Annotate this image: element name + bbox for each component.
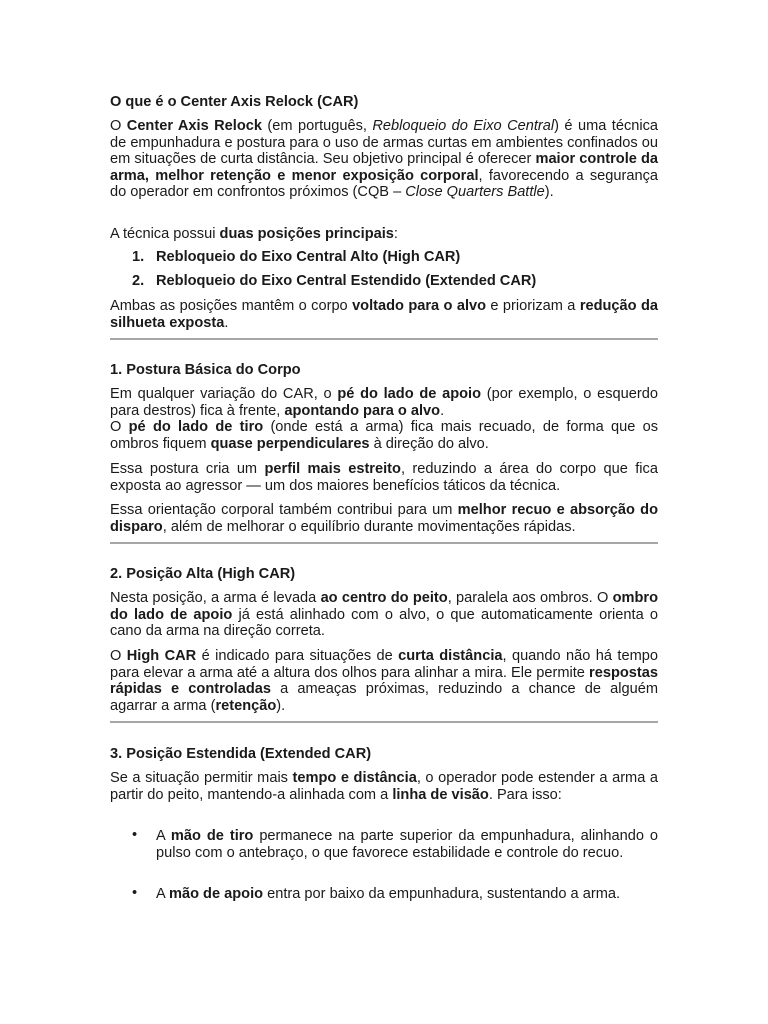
section2-paragraph-2: O High CAR é indicado para situações de curta distância, quando não há tempo para elevar a arma até a altura dos olhos para alinhar a mira. Ele permite respostas rápidas e controladas a ameaças próximas, reduzindo a chance de alguém agarrar a arma (retenção). <box>110 648 658 714</box>
list-item: 1. Rebloqueio do Eixo Central Alto (High CAR) <box>132 249 461 265</box>
intro-positions-paragraph: A técnica possui duas posições principais: <box>110 226 398 242</box>
section1-paragraph-1: Em qualquer variação do CAR, o pé do lado de apoio (por exemplo, o esquerdo para destros) fica à frente, apontando para o alvo. O pé do lado de tiro (onde está a arma) fica mais recuado, de forma que os ombros fiquem quase perpendiculares à direção do alvo. <box>110 386 659 452</box>
bullet-icon: • <box>132 885 138 901</box>
section1-paragraph-3: Essa orientação corporal também contribui para um melhor recuo e absorção do disparo, além de melhorar o equilíbrio durante movimentações rápidas. <box>110 502 659 535</box>
section-divider <box>110 542 658 544</box>
section-divider <box>110 338 658 340</box>
bullet-icon: • <box>132 827 138 843</box>
intro-summary-paragraph: Ambas as posições mantêm o corpo voltado para o alvo e priorizam a redução da silhueta exposta. <box>110 298 658 331</box>
section3-paragraph-1: Se a situação permitir mais tempo e distância, o operador pode estender a arma a partir do peito, mantendo-a alinhada com a linha de visão. Para isso: <box>110 770 658 803</box>
section-divider <box>110 721 658 723</box>
section1-paragraph-2: Essa postura cria um perfil mais estreito, reduzindo a área do corpo que fica exposta ao agressor — um dos maiores benefícios táticos da técnica. <box>110 461 658 494</box>
list-item: 2. Rebloqueio do Eixo Central Estendido (Extended CAR) <box>132 273 537 289</box>
section-heading: 3. Posição Estendida (Extended CAR) <box>110 746 372 762</box>
intro-heading: O que é o Center Axis Relock (CAR) <box>110 94 359 110</box>
section-heading: 1. Postura Básica do Corpo <box>110 362 301 378</box>
section-heading: 2. Posição Alta (High CAR) <box>110 566 296 582</box>
intro-paragraph: O Center Axis Relock (em português, Rebloqueio do Eixo Central) é uma técnica de empunhadura e postura para o uso de armas curtas em ambientes confinados ou em situações de curta distância. Seu objetivo principal é oferecer maior controle da arma, melhor retenção e menor exposição corporal, favorecendo a segurança do operador em confrontos próximos (CQB – Close Quarters Battle). <box>110 118 659 201</box>
section2-paragraph-1: Nesta posição, a arma é levada ao centro do peito, paralela aos ombros. O ombro do lado de apoio já está alinhado com o alvo, o que automaticamente orienta o cano da arma na direção correta. <box>110 590 659 640</box>
